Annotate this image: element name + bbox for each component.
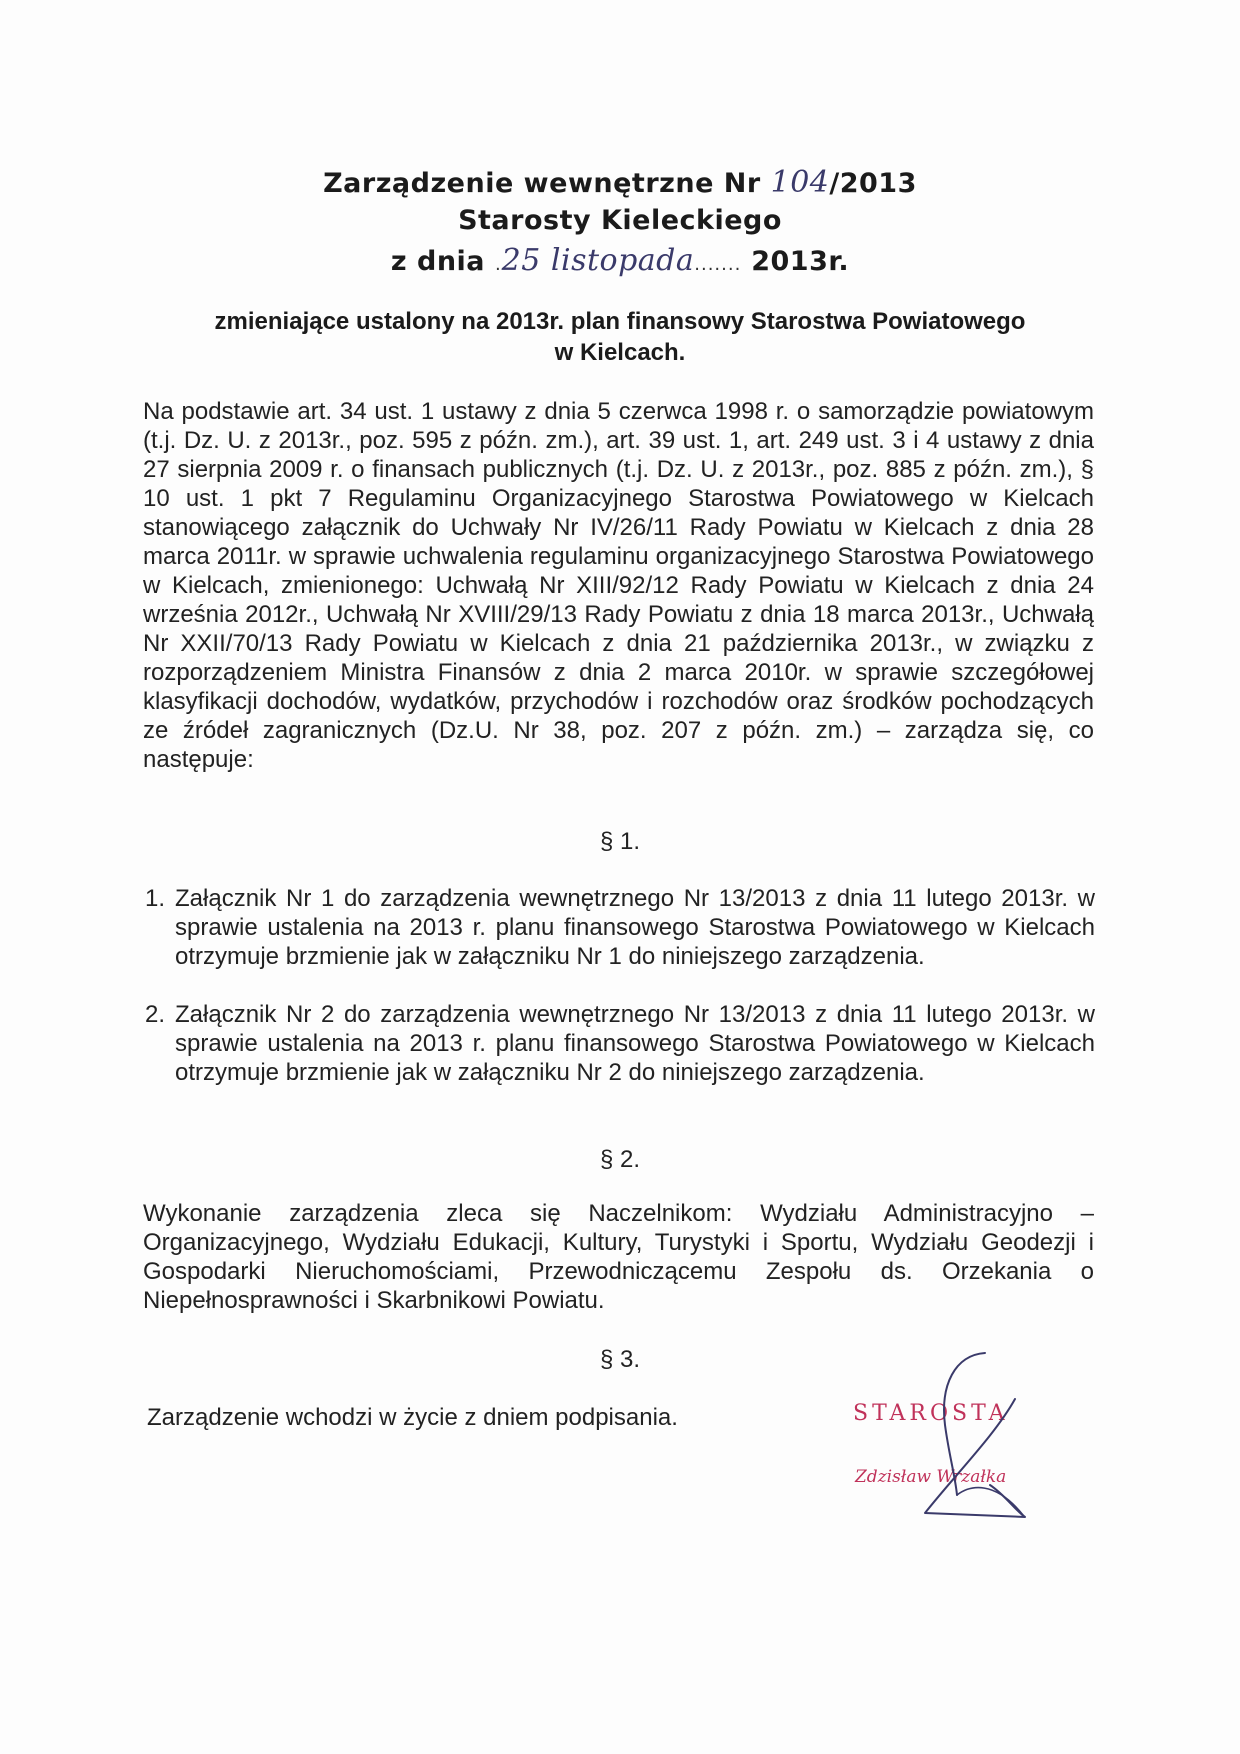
execution-paragraph: Wykonanie zarządzenia zleca się Naczelnikom: Wydziału Administracyjno – Organizacyjnego, Wydziału Edukacji, Kultury, Turystyki i Sportu, Wydziału Geodezji i Gospodarki Nieruchomościami, Przewodniczącemu Zespołu ds. Orzekania o Niepełnosprawności i Skarbnikowi Powiatu. xyxy=(143,1200,1094,1314)
handwritten-number: 104 xyxy=(770,165,830,200)
official-stamp xyxy=(845,1345,1145,1525)
list-item xyxy=(145,1000,1095,1087)
section-1-heading: § 1. xyxy=(599,828,641,855)
date-prefix: z dnia xyxy=(390,246,495,277)
list-item-number: 2. xyxy=(145,1001,166,1028)
date-dots-left: . xyxy=(494,254,502,275)
section-2-heading: § 2. xyxy=(599,1146,641,1173)
subtitle-line-1: zmieniające ustalony na 2013r. plan finansowy Starostwa Powiatowego xyxy=(214,308,1026,335)
legal-basis-paragraph: Na podstawie art. 34 ust. 1 ustawy z dnia 5 czerwca 1998 r. o samorządzie powiatowym (t.j. Dz. U. z 2013r., poz. 595 z późn. zm.), art. 39 ust. 1, art. 249 ust. 3 i 4 ustawy z dnia 27 sierpnia 2009 r. o finansach publicznych (t.j. Dz. U. z 2013r., poz. 885 z późn. zm.), § 10 ust. 1 pkt 7 Regulaminu Organizacyjnego Starostwa Powiatowego w Kielcach stanowiącego załącznik do Uchwały Nr IV/26/11 Rady Powiatu w Kielcach z dnia 28 marca 2011r. w sprawie uchwalenia regulaminu organizacyjnego Starostwa Powiatowego w Kielcach, zmienionego: Uchwałą Nr XIII/92/12 Rady Powiatu w Kielcach z dnia 24 września 2012r., Uchwałą Nr XVIII/29/13 Rady Powiatu z dnia 18 marca 2013r., Uchwałą Nr XXII/70/13 Rady Powiatu w Kielcach z dnia 21 października 2013r., w związku z rozporządzeniem Ministra Finansów z dnia 2 marca 2010r. w sprawie szczegółowej klasyfikacji dochodów, wydatków, przychodów i rozchodów oraz środków pochodzących ze źródeł zagranicznych (Dz.U. Nr 38, poz. 207 z późn. zm.) – zarządza się, co następuje: xyxy=(143,398,1094,773)
list-item-number: 1. xyxy=(145,885,166,912)
date-dots-right: ....... xyxy=(694,254,742,275)
list-item-text: Załącznik Nr 2 do zarządzenia wewnętrznego Nr 13/2013 z dnia 11 lutego 2013r. w sprawie ustalenia na 2013 r. planu finansowego Starostwa Powiatowego w Kielcach otrzymuje brzmienie jak w załączniku Nr 2 do niniejszego zarządzenia. xyxy=(175,1001,1095,1086)
list-item xyxy=(145,884,1095,971)
title-prefix: Zarządzenie wewnętrzne Nr xyxy=(323,168,771,199)
date-line xyxy=(0,243,1240,278)
stamp-name: Zdzisław Wrzałka xyxy=(855,1467,1007,1487)
subtitle-line-2: w Kielcach. xyxy=(554,339,686,366)
date-suffix: 2013r. xyxy=(741,246,850,277)
handwritten-signature xyxy=(845,1345,1145,1525)
effective-date-paragraph: Zarządzenie wchodzi w życie z dniem podpisania. xyxy=(147,1404,678,1431)
section-3-heading: § 3. xyxy=(599,1346,641,1373)
title-suffix: /2013 xyxy=(829,168,917,199)
handwritten-date: 25 listopada xyxy=(501,243,695,278)
document-title xyxy=(0,165,1240,200)
list-item-text: Załącznik Nr 1 do zarządzenia wewnętrznego Nr 13/2013 z dnia 11 lutego 2013r. w sprawie ustalenia na 2013 r. planu finansowego Starostwa Powiatowego w Kielcach otrzymuje brzmienie jak w załączniku Nr 1 do niniejszego zarządzenia. xyxy=(175,885,1095,970)
issuer-line: Starosty Kieleckiego xyxy=(458,205,782,236)
stamp-title: STAROSTA xyxy=(853,1401,1009,1426)
